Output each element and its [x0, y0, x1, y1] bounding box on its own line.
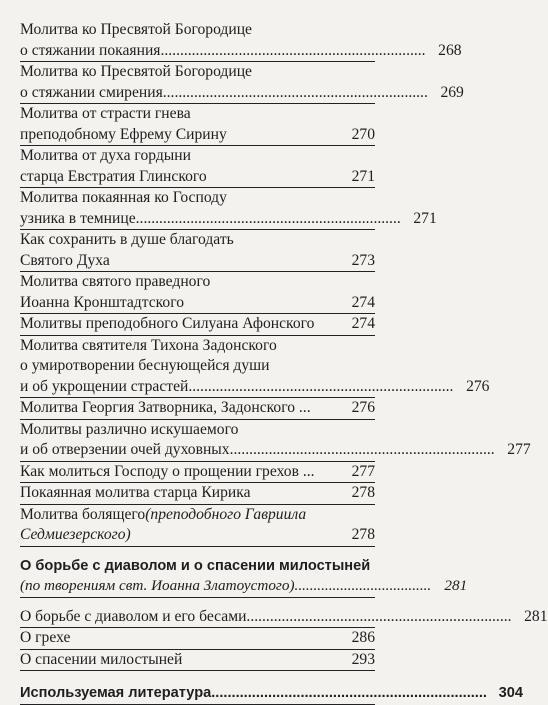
section-subtitle: (по творениям свт. Иоанна Златоустого) — [20, 577, 295, 594]
entry-title-cont: Святого Духа — [20, 251, 110, 269]
toc-entry — [20, 398, 375, 420]
entry-title-cont: узника в темнице — [20, 209, 136, 227]
page-number: 268 — [438, 41, 462, 59]
toc-entry: Молитва покаянная ко Господу узника в темнице .................................................................... 271 — [20, 188, 375, 230]
entry-title: Молитвы преподобного Силуана Афонского — [20, 315, 315, 332]
entry-title: Молитвы различно искушаемого — [20, 420, 239, 438]
page-number: 273 — [351, 251, 375, 269]
entry-title: Молитва болящего — [20, 505, 146, 523]
section-heading: О борьбе с диаволом и о спасении милостыней (по творениям свт. Иоанна Златоустого) .................................... 281 — [20, 556, 375, 598]
toc-entry: О борьбе с диаволом и его бесами .................................................................... 281 — [20, 607, 375, 629]
page-number: 277 — [351, 462, 375, 480]
entry-title: Молитва ко Пресвятой Богородице — [20, 21, 252, 38]
toc-entry: Молитва ко Пресвятой Богородице о стяжании смирения .................................................................... 269 — [20, 62, 375, 104]
entry-title-cont: и об укрощении страстей — [20, 377, 189, 395]
page-number: 293 — [351, 650, 375, 668]
entry-title: Покаянная молитва старца Кирика — [20, 484, 251, 501]
literature-entry: Используемая литература .................................................................... 304 — [20, 683, 375, 705]
entry-title: О грехе — [20, 629, 71, 646]
section-title: О борьбе с диаволом и о спасении милостыней — [20, 557, 371, 574]
entry-title-cont: о стяжании покаяния — [20, 41, 161, 59]
entry-title-cont: преподобному Ефрему Сирину — [20, 125, 227, 143]
literature-title: Используемая литература — [20, 685, 212, 701]
page-number: 278 — [351, 484, 375, 501]
page-number: 304 — [498, 685, 523, 701]
entry-title: Молитва святого праведного — [20, 273, 211, 290]
page-number: 271 — [351, 167, 375, 185]
toc-entry — [20, 483, 375, 505]
entry-title: Молитва от страсти гнева — [20, 105, 191, 122]
toc-entry: Молитвы различно искушаемого и об отверзении очей духовных .................................................................... 277 — [20, 420, 375, 462]
entry-title-cont: старца Евстратия Глинского — [20, 167, 207, 185]
entry-title-italic-cont: Седмиезерского) — [20, 526, 131, 543]
toc-entry: Молитва ко Пресвятой Богородице о стяжании покаяния .................................................................... 268 — [20, 20, 375, 62]
page-number: 269 — [440, 83, 464, 101]
page-number: 286 — [351, 629, 375, 646]
entry-title-cont: о умиротворении беснующейся души — [20, 357, 270, 374]
page-number: 274 — [351, 293, 375, 311]
page-number: 276 — [466, 377, 490, 395]
entry-title: Как молиться Господу о прощении грехов ... — [20, 462, 315, 480]
toc-entry — [20, 272, 375, 314]
entry-title: Молитва от духа гордыни — [20, 147, 191, 164]
page-number: 277 — [507, 441, 531, 458]
page-number: 271 — [413, 209, 437, 227]
entry-title: О спасении милостыней — [20, 650, 183, 668]
page-number: 270 — [351, 125, 375, 143]
entry-title-cont: и об отверзении очей духовных — [20, 441, 230, 458]
entry-title-cont: о стяжании смирения — [20, 83, 163, 101]
toc-entry — [20, 230, 375, 272]
entry-title: Молитва покаянная ко Господу — [20, 189, 227, 206]
entry-title-italic: (преподобного Гавриила — [145, 505, 307, 523]
entry-title: Как сохранить в душе благодать — [20, 231, 234, 248]
page-number: 281 — [524, 607, 548, 625]
entry-title: Молитва Георгия Затворника, Задонского ... — [20, 399, 311, 416]
entry-title: О борьбе с диаволом и его бесами — [20, 607, 247, 625]
page-number: 281 — [444, 577, 468, 594]
page-number: 276 — [351, 399, 375, 416]
page-number: 274 — [351, 315, 375, 332]
toc-entry — [20, 628, 375, 650]
toc-entry — [20, 650, 375, 672]
entry-title-cont: Иоанна Кронштадтского — [20, 293, 185, 311]
table-of-contents — [0, 20, 548, 705]
entry-title: Молитва святителя Тихона Задонского — [20, 336, 277, 354]
page-number: 278 — [351, 526, 375, 543]
toc-entry — [20, 505, 375, 547]
entry-title: Молитва ко Пресвятой Богородице — [20, 63, 252, 80]
toc-entry — [20, 314, 375, 336]
toc-entry: Молитва святителя Тихона Задонского о умиротворении беснующейся души и об укрощении страстей .................................................................... 276 — [20, 336, 375, 399]
toc-entry — [20, 462, 375, 484]
toc-entry — [20, 104, 375, 146]
toc-entry — [20, 146, 375, 188]
